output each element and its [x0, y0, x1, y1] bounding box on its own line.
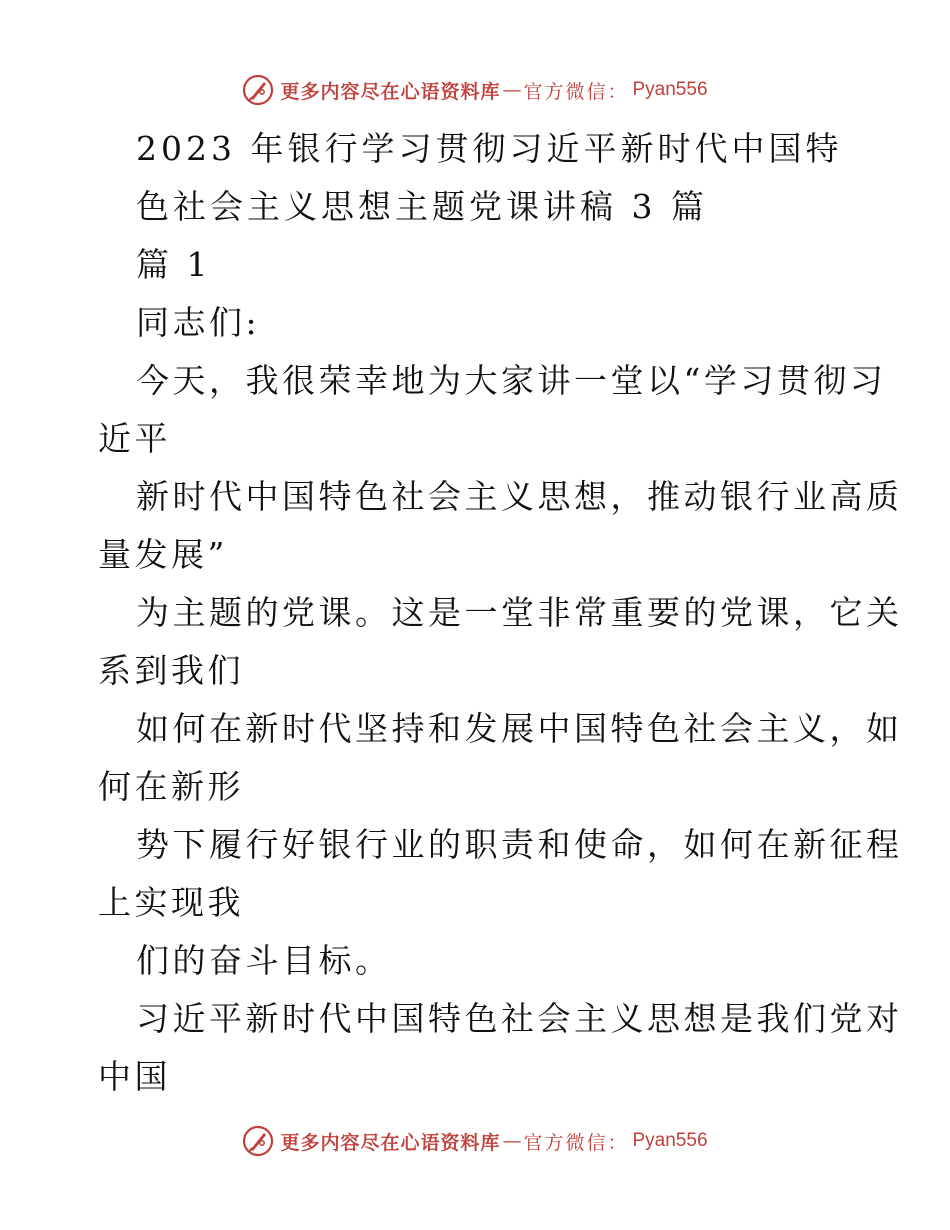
- body-line: 新时代中国特色社会主义思想，推动银行业高质: [136, 477, 903, 516]
- quill-logo-icon: [242, 74, 274, 106]
- banner-slogan: 更多内容尽在心语资料库: [280, 80, 501, 103]
- header-banner: [0, 70, 950, 110]
- document-body: [98, 120, 903, 1106]
- body-line: 量发展”: [98, 535, 228, 574]
- body-line: 习近平新时代中国特色社会主义思想是我们党对: [136, 999, 903, 1038]
- body-line: 势下履行好银行业的职责和使命，如何在新征程: [136, 825, 903, 864]
- salutation: 同志们:: [136, 303, 261, 342]
- banner-dash: —: [502, 79, 522, 101]
- body-line: 系到我们: [98, 651, 244, 690]
- body-line: 如何在新时代坚持和发展中国特色社会主义，如: [136, 709, 903, 748]
- document-title-line-1: 2023 年银行学习贯彻习近平新时代中国特: [136, 129, 843, 168]
- banner-wechat-id: Pyan556: [632, 1130, 708, 1151]
- body-line: 为主题的党课。这是一堂非常重要的党课，它关: [136, 593, 903, 632]
- body-line: 上实现我: [98, 883, 244, 922]
- banner-wechat-label: 官方微信：: [523, 1131, 629, 1154]
- body-line: 何在新形: [98, 767, 244, 806]
- section-heading: 篇 1: [136, 245, 211, 284]
- banner-dash: —: [502, 1130, 522, 1152]
- footer-banner: [0, 1121, 950, 1161]
- banner-slogan: 更多内容尽在心语资料库: [280, 1131, 501, 1154]
- banner-wechat-id: Pyan556: [632, 79, 708, 100]
- body-paragraphs: [98, 352, 903, 1106]
- body-line: 今天，我很荣幸地为大家讲一堂以“学习贯彻习: [136, 361, 887, 400]
- banner-wechat-label: 官方微信：: [523, 80, 629, 103]
- document-title-line-2: 色社会主义思想主题党课讲稿 3 篇: [136, 187, 708, 226]
- body-line: 近平: [98, 419, 171, 458]
- quill-logo-icon: [242, 1125, 274, 1157]
- body-line: 们的奋斗目标。: [136, 941, 392, 980]
- body-line: 中国: [98, 1057, 171, 1096]
